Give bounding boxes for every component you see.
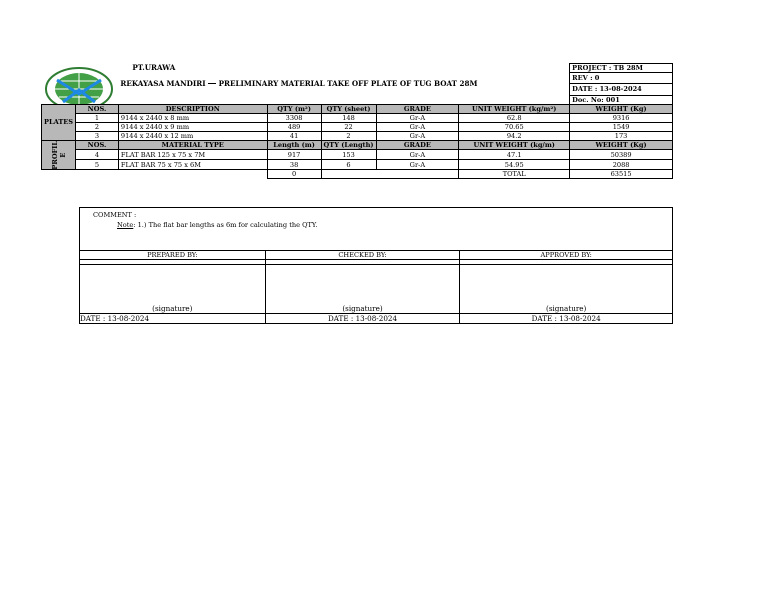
company-name-line2: REKAYASA MANDIRI xyxy=(120,78,206,88)
col-length: Length (m) xyxy=(267,140,321,150)
rev-field: REV : 0 xyxy=(570,73,673,84)
col-weight: WEIGHT (Kg) xyxy=(570,140,673,150)
cell-grade: Gr-A xyxy=(376,131,459,140)
prepared-by-label: PREPARED BY: xyxy=(80,251,266,260)
cell-nos: 3 xyxy=(76,131,119,140)
col-nos: NOS. xyxy=(76,140,119,150)
plates-label: PLATES xyxy=(42,104,76,140)
prepared-date: DATE : 13-08-2024 xyxy=(80,314,266,324)
cell-description: 9144 x 2440 x 12 mm xyxy=(118,131,267,140)
profile-label xyxy=(42,140,76,170)
cell-qty-length: 6 xyxy=(321,160,376,170)
title-cell xyxy=(118,73,569,96)
cell-weight: 2088 xyxy=(570,160,673,170)
date-field: DATE : 13-08-2024 xyxy=(570,84,673,95)
col-qty-m2: QTY (m²) xyxy=(267,104,321,113)
total-value: 63515 xyxy=(570,170,673,179)
col-material-type: MATERIAL TYPE xyxy=(118,140,267,150)
cell-nos: 5 xyxy=(76,160,119,170)
approved-by-label: APPROVED BY: xyxy=(460,251,673,260)
profile-label-text: PROFIL E xyxy=(50,140,67,170)
cell-weight: 50389 xyxy=(570,150,673,160)
cell-unit-weight: 62.8 xyxy=(459,113,570,122)
checked-by-label: CHECKED BY: xyxy=(265,251,460,260)
material-takeoff-table xyxy=(41,63,673,179)
plates-header-row xyxy=(42,104,673,113)
cell-material-type: FLAT BAR 75 x 75 x 6M xyxy=(118,160,267,170)
total-row xyxy=(42,170,673,179)
cell-unit-weight: 94.2 xyxy=(459,131,570,140)
cell-description: 9144 x 2440 x 8 mm xyxy=(118,113,267,122)
col-description: DESCRIPTION xyxy=(118,104,267,113)
table-row xyxy=(42,160,673,170)
approved-signature-box xyxy=(460,265,673,314)
col-grade: GRADE xyxy=(376,140,459,150)
cell-nos: 1 xyxy=(76,113,119,122)
col-unit-weight: UNIT WEIGHT (kg/m) xyxy=(459,140,570,150)
checked-date: DATE : 13-08-2024 xyxy=(265,314,460,324)
col-grade: GRADE xyxy=(376,104,459,113)
cell-grade: Gr-A xyxy=(376,160,459,170)
col-weight: WEIGHT (Kg) xyxy=(570,104,673,113)
comment-approval-table xyxy=(79,207,673,324)
cell-qty: 3308 xyxy=(267,113,321,122)
cell-weight: 173 xyxy=(570,131,673,140)
table-row xyxy=(42,131,673,140)
cell-length: 917 xyxy=(267,150,321,160)
cell-description: 9144 x 2440 x 9 mm xyxy=(118,122,267,131)
profile-header-row xyxy=(42,140,673,150)
cell-material-type: FLAT BAR 125 x 75 x 7M xyxy=(118,150,267,160)
logo-cell xyxy=(42,64,119,105)
length-sum: 0 xyxy=(267,170,321,179)
prepared-signature: (signature) xyxy=(152,304,193,313)
approved-date: DATE : 13-08-2024 xyxy=(460,314,673,324)
cell-grade: Gr-A xyxy=(376,122,459,131)
comment-label: COMMENT : xyxy=(93,211,137,219)
cell-unit-weight: 47.1 xyxy=(459,150,570,160)
checked-signature-box xyxy=(265,265,460,314)
cell-qty-sheet: 22 xyxy=(321,122,376,131)
col-qty-length: QTY (Length) xyxy=(321,140,376,150)
cell-qty-sheet: 2 xyxy=(321,131,376,140)
approved-signature: (signature) xyxy=(546,304,587,313)
checked-signature: (signature) xyxy=(342,304,383,313)
col-qty-sheet: QTY (sheet) xyxy=(321,104,376,113)
prepared-signature-box xyxy=(80,265,266,314)
note-text: : 1.) The flat bar lengths as 6m for calculating the QTY. xyxy=(133,221,318,229)
col-nos: NOS. xyxy=(76,104,119,113)
cell-qty: 489 xyxy=(267,122,321,131)
document-title: PRELIMINARY MATERIAL TAKE OFF PLATE OF TUG BOAT 28M xyxy=(218,78,478,88)
cell-nos: 4 xyxy=(76,150,119,160)
company-name: PT.URAWA xyxy=(132,63,176,72)
doc-no-field: Doc. No: 001 xyxy=(570,95,673,104)
cell-qty: 41 xyxy=(267,131,321,140)
table-row xyxy=(42,122,673,131)
cell-grade: Gr-A xyxy=(376,113,459,122)
comment-box xyxy=(80,208,673,251)
cell-qty-sheet: 148 xyxy=(321,113,376,122)
cell-length: 38 xyxy=(267,160,321,170)
cell-unit-weight: 54.95 xyxy=(459,160,570,170)
cell-weight: 1549 xyxy=(570,122,673,131)
cell-grade: Gr-A xyxy=(376,150,459,160)
cell-unit-weight: 70.65 xyxy=(459,122,570,131)
cell-weight: 9316 xyxy=(570,113,673,122)
project-field: PROJECT : TB 28M xyxy=(570,64,673,73)
table-row xyxy=(42,150,673,160)
total-label: TOTAL xyxy=(459,170,570,179)
note-label: Note xyxy=(117,221,134,229)
table-row xyxy=(42,113,673,122)
cell-nos: 2 xyxy=(76,122,119,131)
cell-qty-length: 153 xyxy=(321,150,376,160)
col-unit-weight: UNIT WEIGHT (kg/m²) xyxy=(459,104,570,113)
